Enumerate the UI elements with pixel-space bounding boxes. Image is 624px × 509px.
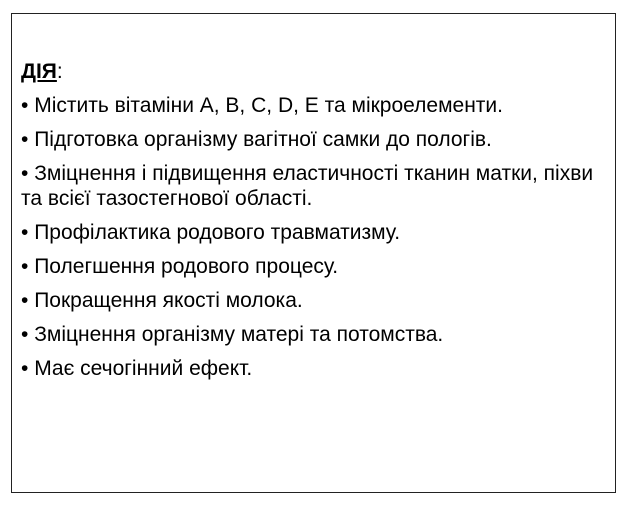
list-item <box>21 322 607 347</box>
section-heading-label: ДІЯ <box>21 60 57 83</box>
list-item-text: Зміцнення і підвищення еластичності тканин матки, піхви та всієї тазостегнової області. <box>21 162 594 210</box>
list-item-text: Підготовка організму вагітної самки до пологів. <box>34 128 492 151</box>
list-item <box>21 254 607 279</box>
actions-section <box>21 59 607 390</box>
content-frame <box>11 13 616 493</box>
list-item-text: Містить вітаміни A, B, C, D, E та мікроелементи. <box>34 94 503 117</box>
section-heading-colon: : <box>56 60 63 83</box>
bullet: • <box>21 94 29 117</box>
list-item-text: Полегшення родового процесу. <box>34 255 339 278</box>
list-item-text: Покращення якості молока. <box>34 289 303 312</box>
bullet: • <box>21 255 29 278</box>
bullet: • <box>21 357 29 380</box>
bullet: • <box>21 128 29 151</box>
list-item <box>21 127 607 152</box>
bullet: • <box>21 162 29 185</box>
list-item-text: Профілактика родового травматизму. <box>34 221 401 244</box>
bullet: • <box>21 323 29 346</box>
section-heading <box>21 59 607 84</box>
list-item <box>21 356 607 381</box>
list-item-text: Зміцнення організму матері та потомства. <box>34 323 444 346</box>
list-item-text: Має сечогінний ефект. <box>34 357 253 380</box>
list-item <box>21 288 607 313</box>
list-item <box>21 220 607 245</box>
bullet: • <box>21 221 29 244</box>
actions-list <box>21 93 607 381</box>
list-item <box>21 93 607 118</box>
list-item <box>21 161 607 211</box>
bullet: • <box>21 289 29 312</box>
